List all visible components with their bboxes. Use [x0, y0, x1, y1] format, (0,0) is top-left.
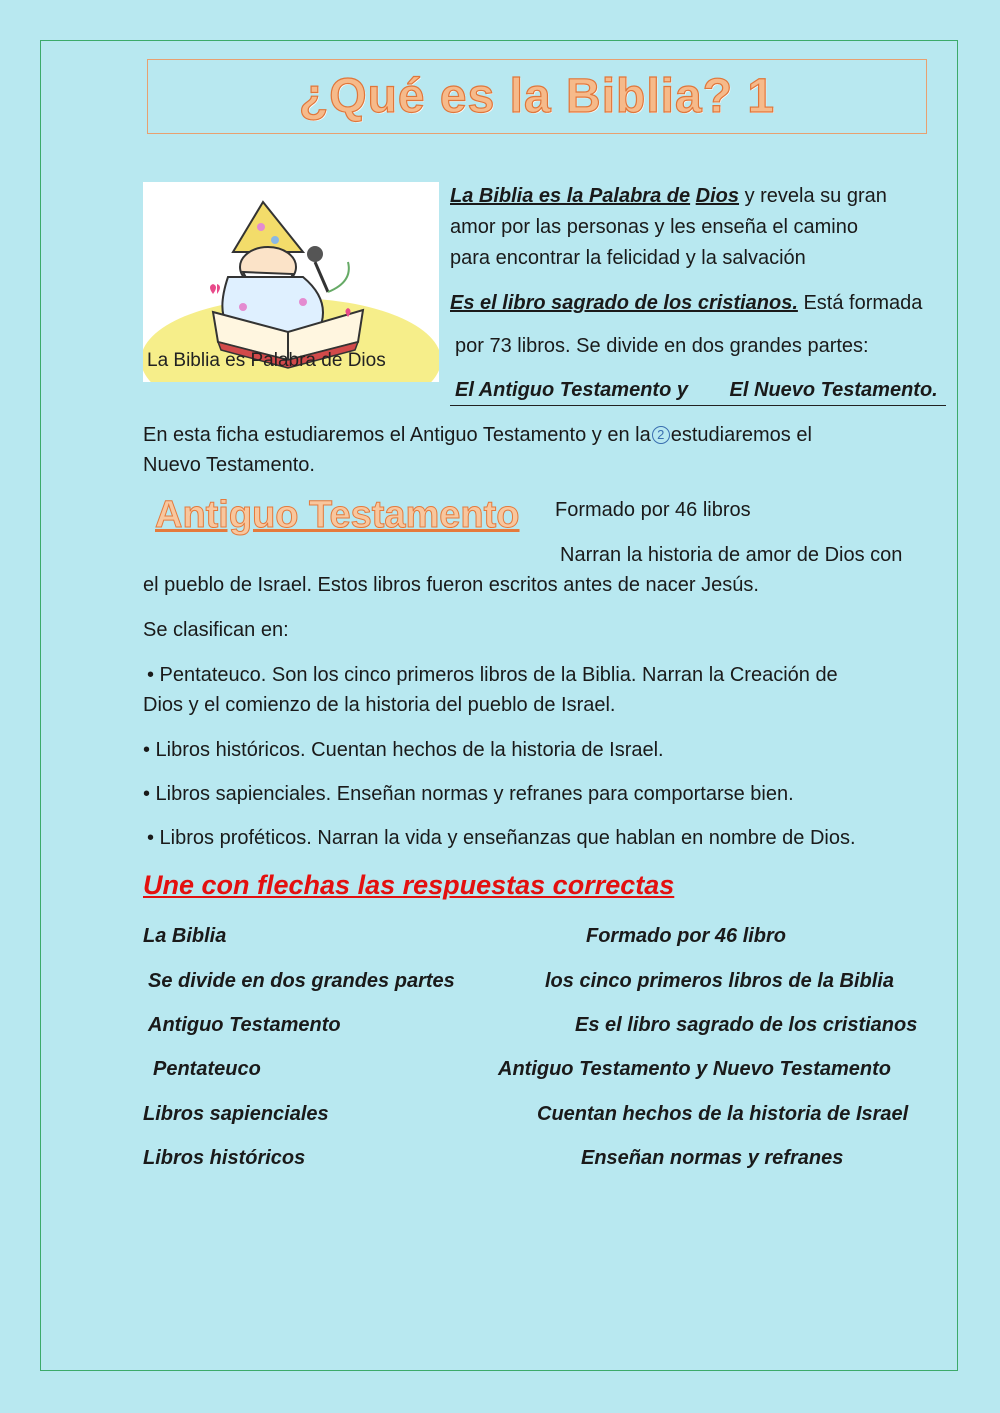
intro-line-5: por 73 libros. Se divide en dos grandes partes:: [455, 335, 869, 357]
study-note-line-2: Nuevo Testamento.: [143, 454, 315, 476]
antiguo-desc-line-1: Narran la historia de amor de Dios con: [560, 544, 903, 566]
match-left-item[interactable]: Libros sapienciales: [143, 1103, 329, 1125]
antiguo-testamento-label: El Antiguo Testamento y: [455, 379, 688, 401]
match-right-item[interactable]: los cinco primeros libros de la Biblia: [545, 970, 894, 992]
circled-number: 2: [652, 426, 670, 444]
intro-rest: y revela su gran: [739, 185, 887, 207]
match-left-item[interactable]: Se divide en dos grandes partes: [148, 970, 455, 992]
match-right-item[interactable]: Cuentan hechos de la historia de Israel: [537, 1103, 909, 1125]
antiguo-desc-line-2: el pueblo de Israel. Estos libros fueron escritos antes de nacer Jesús.: [143, 574, 759, 596]
match-right-item[interactable]: Enseñan normas y refranes: [581, 1147, 844, 1169]
intro-line-6: [450, 375, 946, 406]
antiguo-count: Formado por 46 libros: [555, 499, 751, 521]
list-item: • Libros históricos. Cuentan hechos de la historia de Israel.: [143, 739, 664, 761]
illustration-caption: La Biblia es Palabra de Dios: [147, 350, 386, 371]
title-box: [147, 59, 927, 134]
study-note-text-b: estudiaremos el: [670, 424, 812, 446]
match-left-item[interactable]: Pentateuco: [153, 1058, 261, 1080]
sacred-book-phrase: Es el libro sagrado de los cristianos.: [450, 292, 798, 314]
list-item: • Libros proféticos. Narran la vida y enseñanzas que hablan en nombre de Dios.: [147, 827, 856, 849]
page-title: ¿Qué es la Biblia? 1: [298, 70, 776, 123]
intro-line-4-rest: Está formada: [797, 292, 923, 314]
list-item: • Pentateuco. Son los cinco primeros libros de la Biblia. Narran la Creación de: [147, 664, 838, 686]
match-right-item[interactable]: Antiguo Testamento y Nuevo Testamento: [498, 1058, 892, 1080]
intro-bold-phrase: La Biblia es la Palabra de: [450, 185, 691, 207]
nuevo-testamento-label: El Nuevo Testamento.: [729, 379, 938, 401]
study-note-line-1: [143, 420, 812, 451]
bible-illustration: [143, 182, 439, 382]
match-right-item[interactable]: Es el libro sagrado de los cristianos: [575, 1014, 918, 1036]
intro-line-3: para encontrar la felicidad y la salvación: [450, 247, 806, 269]
intro-line-2: amor por las personas y les enseña el camino: [450, 216, 858, 238]
list-item: • Libros sapienciales. Enseñan normas y refranes para comportarse bien.: [143, 783, 794, 805]
exercise-title: Une con flechas las respuestas correctas: [143, 870, 675, 900]
antiguo-testamento-heading: Antiguo Testamento: [155, 494, 520, 536]
classify-label: Se clasifican en:: [143, 619, 289, 641]
match-right-item[interactable]: Formado por 46 libro: [586, 925, 787, 947]
intro-line-1: [450, 181, 887, 212]
intro-line-4: [450, 288, 922, 319]
match-left-item[interactable]: La Biblia: [143, 925, 227, 947]
list-item: Dios y el comienzo de la historia del pueblo de Israel.: [143, 694, 616, 716]
study-note-text-a: En esta ficha estudiaremos el Antiguo Testamento y en la: [143, 424, 651, 446]
match-left-item[interactable]: Antiguo Testamento: [148, 1014, 341, 1036]
match-left-item[interactable]: Libros históricos: [143, 1147, 306, 1169]
intro-bold-dios: Dios: [695, 185, 740, 207]
